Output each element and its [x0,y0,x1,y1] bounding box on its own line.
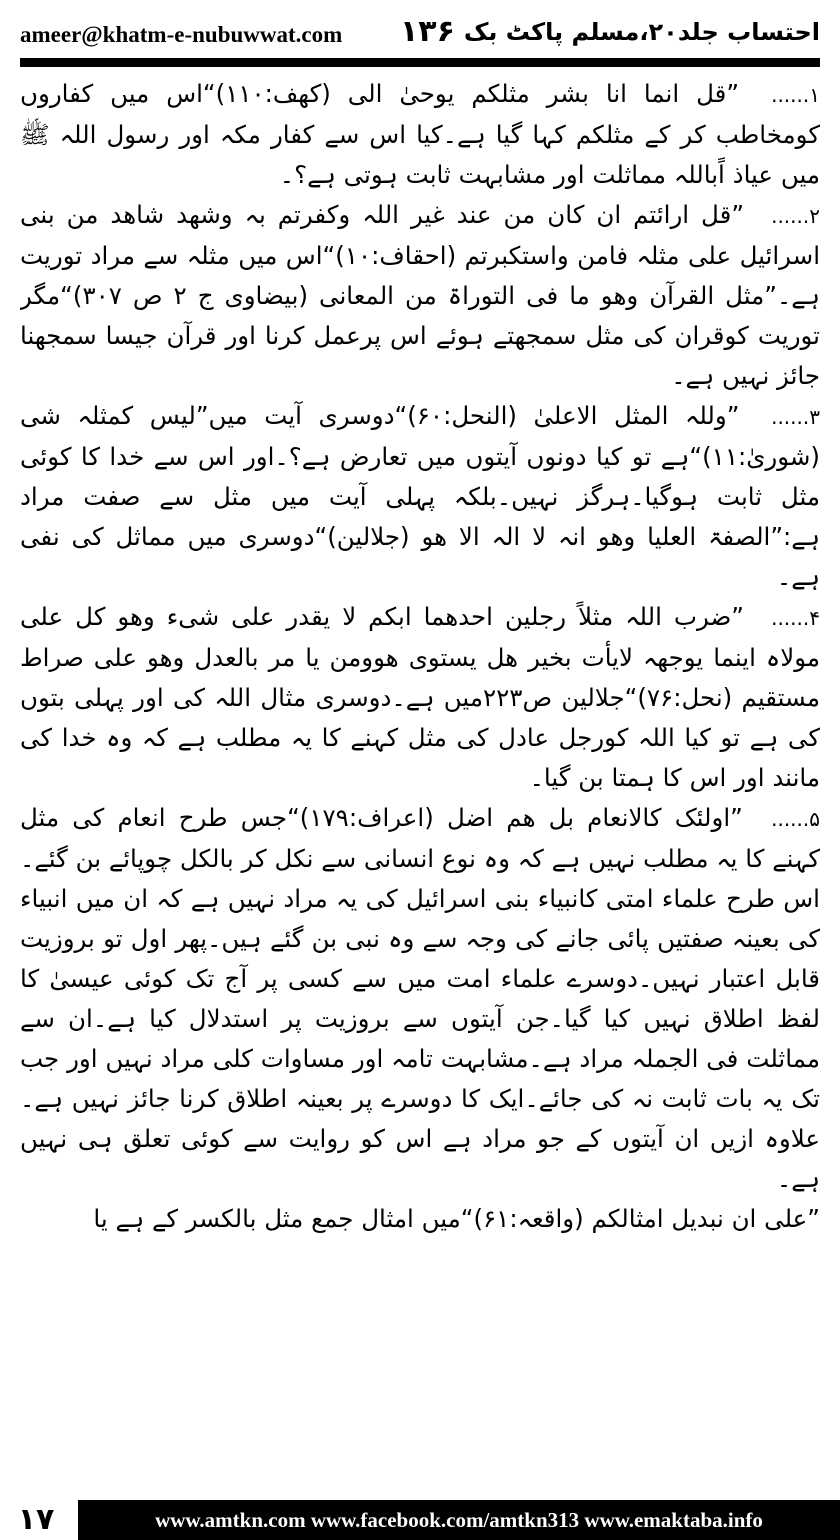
paragraph-text: ”وللہ المثل الاعلیٰ (النحل:۶۰)“دوسری آیت میں”لیس کمثلہ شی (شوریٰ:۱۱)“ہے تو کیا دونوں آیتوں میں تعارض ہے؟۔اور اس سے خدا کا کوئی مثل ثابت ہوگیا۔ہرگز نہیں۔بلکہ پہلی آیت میں مثل سے صفت مراد ہے:”الصفۃ العلیا وھو انہ لا الہ الا ھو (جلالین)“دوسری میں مماثل کی نفی ہے۔ [20,401,820,591]
paragraph-number: ۲...... [771,204,820,228]
paragraph-number: ۱...... [771,83,820,107]
paragraph-continuation [20,1199,820,1239]
paragraph-4 [20,597,820,798]
paragraph-1 [20,74,820,195]
paragraph-5 [20,798,820,1199]
header-page-number: ۱۳۶ [400,14,455,49]
header-book-title: احتساب جلد۲۰،مسلم پاکٹ بک [463,18,820,46]
header-email: ameer@khatm-e-nubuwwat.com [20,22,343,47]
paragraph-number: ۵...... [771,807,820,831]
page-header [20,0,820,58]
continuation-text: ”علی ان نبدیل امثالکم (واقعہ:۶۱)“میں امثال جمع مثل بالکسر کے ہے یا [93,1204,820,1233]
paragraph-number: ۴...... [771,606,820,630]
footer-page-number: ۱۷ [0,1500,72,1540]
paragraph-text: ”ضرب اللہ مثلاً رجلین احدھما ابکم لا یقدر علی شیء وھو کل علی مولاہ اینما یوجھہ لایأت بخیر ھل یستوی ھوومن یا مر بالعدل وھو علی صراط مستقیم (نحل:۷۶)“جلالین ص۲۲۳میں ہے۔دوسری مثال اللہ کی اور پہلی بتوں کی ہے تو کیا اللہ کورجل عادل کی مثل کہنے کا یہ مطلب ہے کہ وہ خدا کی مانند اور اس کا ہمتا بن گیا۔ [20,602,820,792]
paragraph-text: ”اولئک کالانعام بل ھم اضل (اعراف:۱۷۹)“جس طرح انعام کی مثل کہنے کا یہ مطلب نہیں ہے کہ وہ نوع انسانی سے نکل کر بالکل چوپائے بن گئے۔اس طرح علماء امتی کانبیاء بنی اسرائیل کی یہ مراد نہیں ہے کہ ان میں انبیاء کی بعینہ صفتیں پائی جانے کی وجہ سے وہ نبی بن گئے ہیں۔پھر اول تو بروزیت قابل اعتبار نہیں۔دوسرے علماء امت میں سے کسی پر آج تک کوئی عیسیٰ کا لفظ اطلاق نہیں کیا گیا۔جن آیتوں سے بروزیت پر استدلال کیا ہے۔ان سے مماثلت فی الجملہ مراد ہے۔مشابہت تامہ اور مساوات کلی مراد نہیں اور جب تک یہ بات ثابت نہ کی جائے۔ایک کا دوسرے پر بعینہ اطلاق کرنا جائز نہیں ہے۔علاوہ ازیں ان آیتوں کے جو مراد ہے اس کو روایت سے کوئی تعلق ہی نہیں ہے۔ [20,803,820,1193]
paragraph-number: ۳...... [771,405,820,429]
page-footer [0,1500,840,1540]
paragraph-text: ”قل انما انا بشر مثلکم یوحیٰ الی (کھف:۱۱۰)“اس میں کفاروں کومخاطب کر کے مثلکم کہا گیا ہے۔کیا اس سے کفار مکہ اور رسول اللہ ﷺ میں عیاذ اًباللہ مماثلت اور مشابہت ثابت ہوتی ہے؟۔ [20,79,820,189]
paragraph-3 [20,396,820,597]
paragraph-2 [20,195,820,396]
header-rule [20,58,820,67]
page-body [20,74,820,1439]
paragraph-text: ”قل ارائتم ان کان من عند غیر اللہ وکفرتم بہ وشھد شاھد من بنی اسرائیل علی مثلہ فامن واستکبرتم (احقاف:۱۰)“اس میں مثلہ سے مراد توریت ہے۔”مثل القرآن وھو ما فی التوراۃ من المعانی (بیضاوی ج ۲ ص ۳۰۷)“مگر توریت کوقران کی مثل سمجھتے ہوئے اس پرعمل کرنا اور قرآن جیسا سمجھنا جائز نہیں ہے۔ [20,200,820,390]
footer-links: www.amtkn.com www.facebook.com/amtkn313 www.emaktaba.info [78,1500,840,1540]
